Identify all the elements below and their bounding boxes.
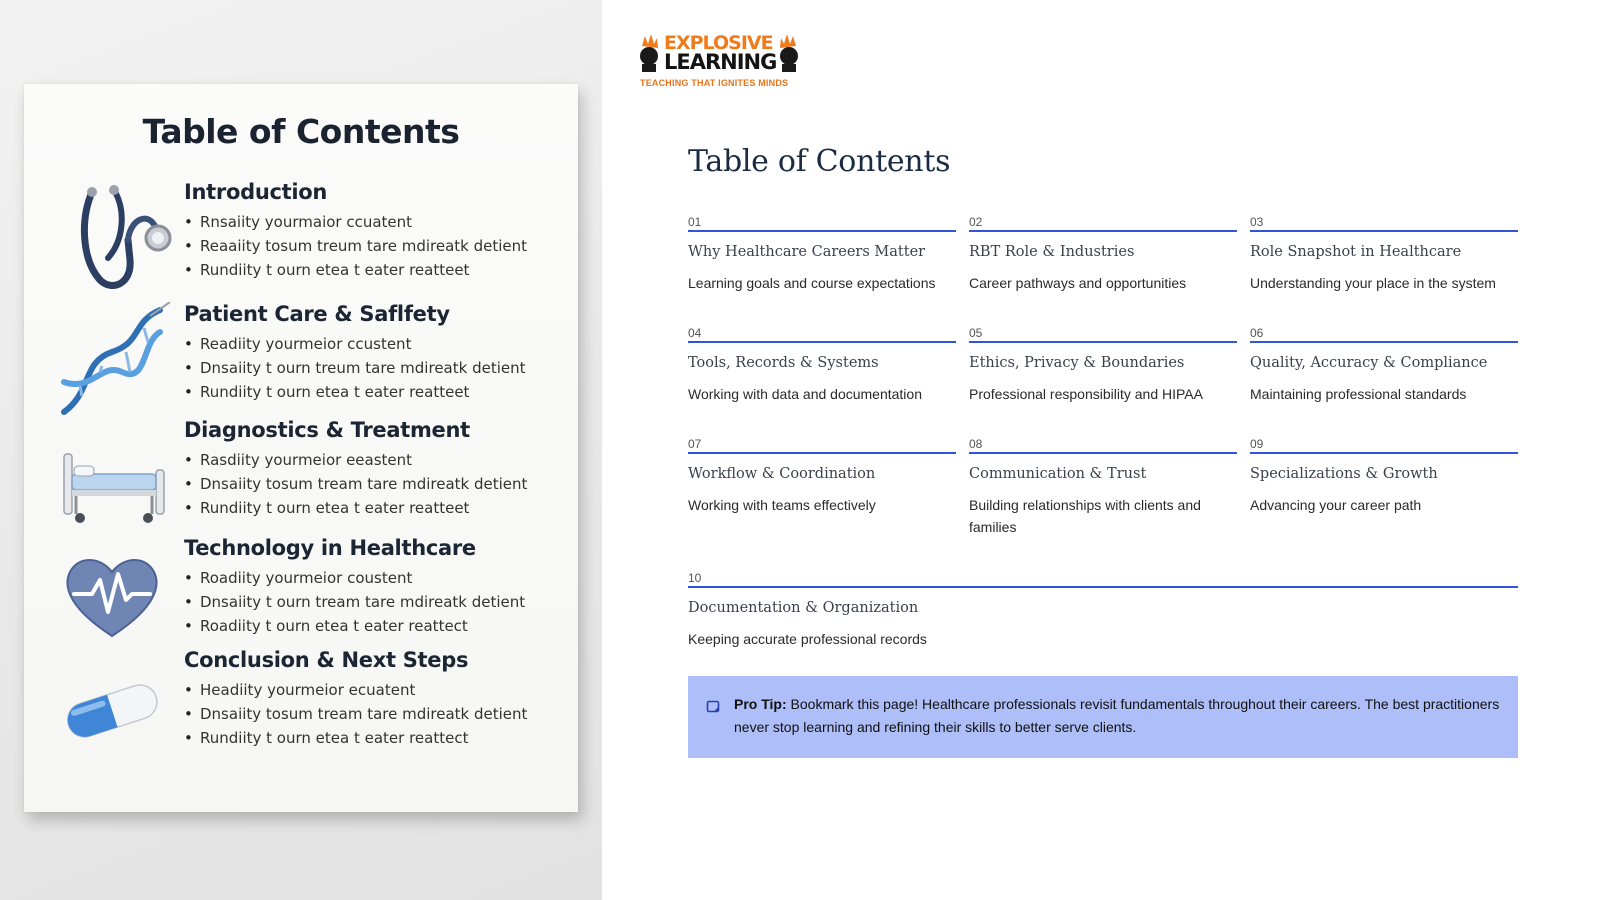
logo-line-1: EXPLOSIVE [664, 32, 773, 54]
toc-item[interactable] [1250, 436, 1518, 516]
paper-bullet: • Rundiity t ourn etea t eater reatteet [184, 496, 564, 520]
toc-title: Ethics, Privacy & Boundaries [969, 355, 1185, 371]
flame-head-icon [776, 32, 802, 72]
logo-line-2: LEARNING [664, 50, 777, 74]
toc-number: 02 [969, 215, 983, 229]
flame-head-icon [636, 32, 662, 72]
toc-number: 05 [969, 326, 983, 340]
toc-item[interactable] [969, 325, 1237, 405]
paper-section-diagnostics [184, 418, 564, 520]
toc-item[interactable] [1250, 214, 1518, 294]
toc-item[interactable] [969, 214, 1237, 294]
paper-bullet: • Rasdiity yourmeior eeastent [184, 448, 564, 472]
paper-bullet: • Rundiity t ourn etea t eater reattect [184, 726, 564, 750]
paper-bullet: • Headiity yourmeior ecuatent [184, 678, 564, 702]
paper-bullet: • Rundiity t ourn etea t eater reatteet [184, 258, 564, 282]
toc-title: Role Snapshot in Healthcare [1250, 244, 1462, 260]
toc-number: 09 [1250, 437, 1264, 451]
dna-icon [52, 302, 172, 422]
paper-bullet: • Readiity yourmeior ccustent [184, 332, 564, 356]
toc-title: RBT Role & Industries [969, 244, 1135, 260]
toc-title: Quality, Accuracy & Compliance [1250, 355, 1488, 371]
paper-bullet: • Dnsaiity tosum tream tare mdireatk detient [184, 472, 564, 496]
toc-description: Understanding your place in the system [1250, 275, 1496, 291]
note-icon [706, 700, 720, 714]
paper-bullet: • Roadiity yourmeior coustent [184, 566, 564, 590]
toc-number: 03 [1250, 215, 1264, 229]
toc-description: Building relationships with clients and families [969, 497, 1201, 535]
paper-sheet [24, 84, 578, 812]
toc-divider [969, 230, 1237, 232]
toc-divider [688, 341, 956, 343]
toc-divider [1250, 230, 1518, 232]
pro-tip-callout [688, 676, 1518, 758]
paper-section-heading: Technology in Healthcare [184, 536, 476, 560]
stethoscope-icon [52, 180, 172, 300]
paper-bullet: • Rundiity t ourn etea t eater reatteet [184, 380, 564, 404]
logo-tagline: TEACHING THAT IGNITES MINDS [640, 78, 789, 88]
toc-description: Professional responsibility and HIPAA [969, 386, 1203, 402]
toc-item[interactable] [688, 436, 956, 516]
paper-title: Table of Contents [142, 112, 460, 151]
toc-divider [969, 341, 1237, 343]
toc-title: Communication & Trust [969, 466, 1147, 482]
paper-bullet: • Roadiity t ourn etea t eater reattect [184, 614, 564, 638]
paper-bullet: • Dnsaiity tosum tream tare mdireatk detient [184, 702, 564, 726]
paper-bullet: • Rnsaiity yourmaior ccuatent [184, 210, 564, 234]
paper-section-conclusion [184, 648, 564, 750]
toc-number: 04 [688, 326, 702, 340]
toc-item[interactable] [688, 570, 1518, 650]
paper-bullet: • Dnsaiity t ourn tream tare mdireatk detient [184, 590, 564, 614]
illustration-panel [0, 0, 602, 900]
toc-divider [688, 230, 956, 232]
paper-section-heading: Introduction [184, 180, 328, 204]
hospital-bed-icon [52, 420, 172, 540]
toc-number: 08 [969, 437, 983, 451]
paper-section-heading: Diagnostics & Treatment [184, 418, 470, 442]
toc-item[interactable] [688, 214, 956, 294]
toc-description: Career pathways and opportunities [969, 275, 1187, 291]
toc-description: Working with data and documentation [688, 386, 922, 402]
toc-title: Workflow & Coordination [688, 466, 876, 482]
page-title: Table of Contents [688, 144, 951, 179]
toc-divider [969, 452, 1237, 454]
brand-logo [636, 30, 806, 94]
toc-item[interactable] [1250, 325, 1518, 405]
toc-item[interactable] [688, 325, 956, 405]
pill-icon [52, 650, 172, 770]
paper-section-heading: Conclusion & Next Steps [184, 648, 469, 672]
pro-tip-text [734, 693, 1502, 738]
paper-section-heading: Patient Care & Saflfety [184, 302, 450, 326]
toc-title: Tools, Records & Systems [688, 355, 879, 371]
toc-description: Maintaining professional standards [1250, 386, 1467, 402]
toc-description: Working with teams effectively [688, 497, 876, 513]
toc-number: 10 [688, 571, 702, 585]
toc-number: 07 [688, 437, 702, 451]
pro-tip-label: Pro Tip: [734, 696, 787, 712]
toc-description: Learning goals and course expectations [688, 275, 936, 291]
toc-title: Why Healthcare Careers Matter [688, 244, 926, 260]
paper-bullet: • Reaaiity tosum treum tare mdireatk detient [184, 234, 564, 258]
paper-bullet: • Dnsaiity t ourn treum tare mdireatk detient [184, 356, 564, 380]
toc-divider [688, 586, 1518, 588]
paper-section-patient-care [184, 302, 564, 404]
toc-number: 01 [688, 215, 702, 229]
toc-divider [1250, 341, 1518, 343]
toc-title: Documentation & Organization [688, 600, 919, 616]
toc-item[interactable] [969, 436, 1237, 538]
toc-description: Keeping accurate professional records [688, 631, 927, 647]
toc-number: 06 [1250, 326, 1264, 340]
heart-monitor-icon [52, 536, 172, 656]
toc-description: Advancing your career path [1250, 497, 1422, 513]
toc-title: Specializations & Growth [1250, 466, 1438, 482]
paper-section-technology [184, 536, 564, 638]
paper-section-introduction [184, 180, 564, 282]
pro-tip-body: Bookmark this page! Healthcare professionals revisit fundamentals throughout their careers. The best practitioners never stop learning and refining their skills to better serve clients. [734, 696, 1500, 735]
toc-divider [688, 452, 956, 454]
toc-divider [1250, 452, 1518, 454]
